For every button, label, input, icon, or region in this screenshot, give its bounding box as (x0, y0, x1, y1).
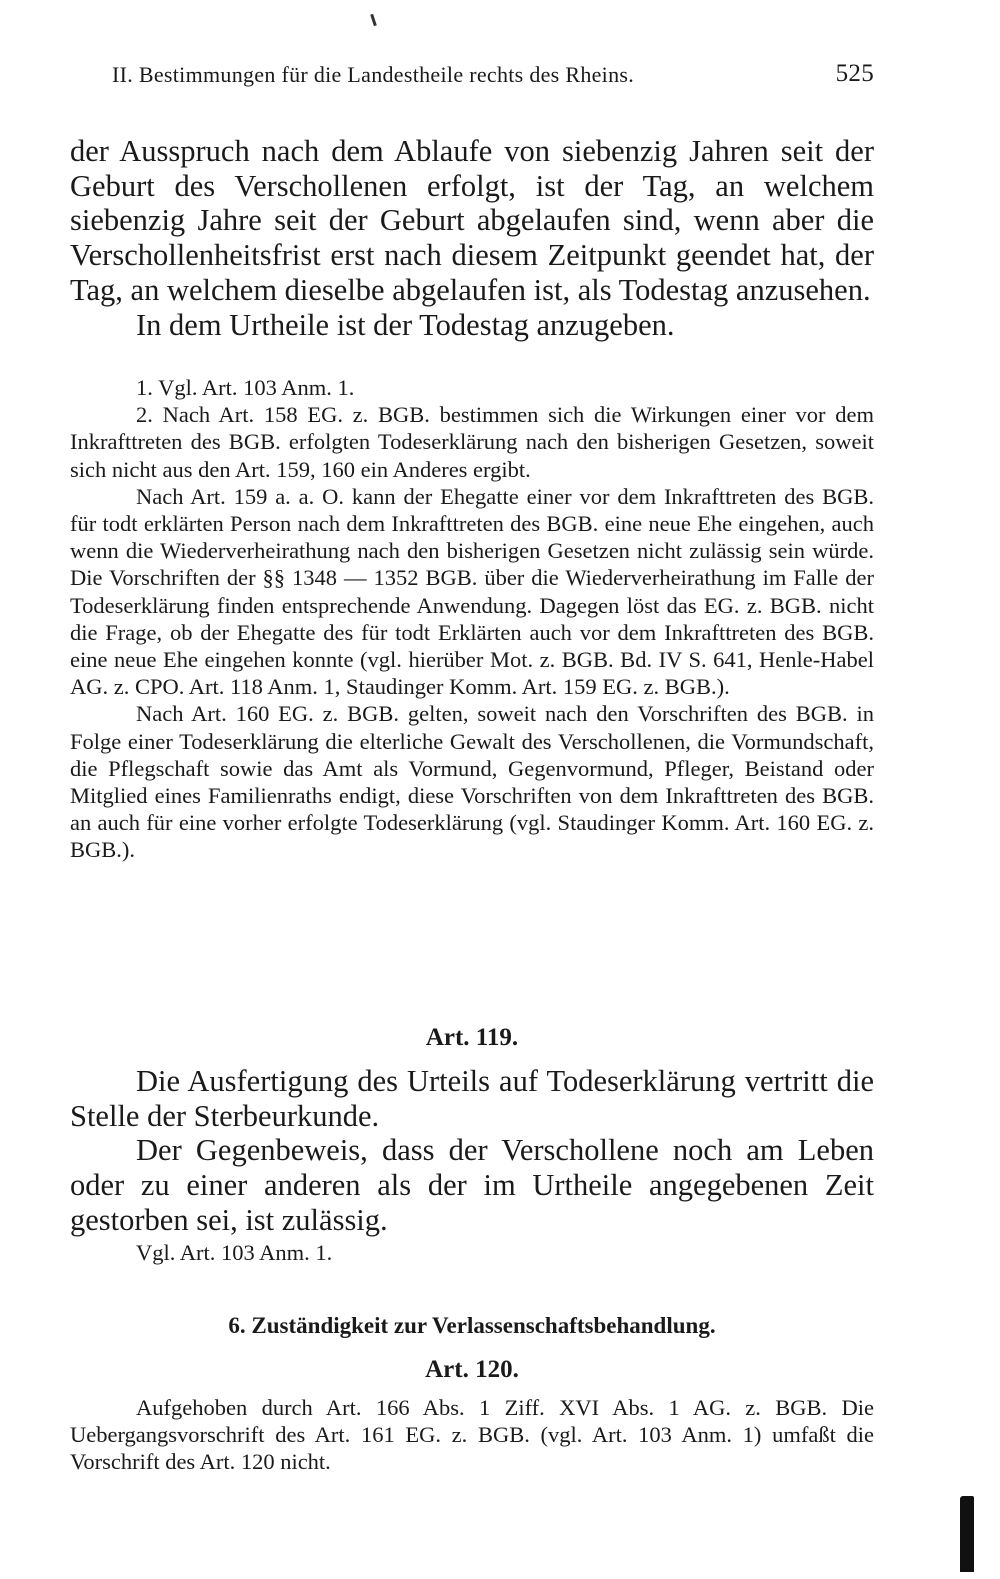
article-119-paragraph-2: Der Gegenbeweis, dass der Verschollene noch am Leben oder zu einer anderen als der im Urtheile angegebenen Zeit gestorben sei, ist zulässig. (70, 1133, 874, 1237)
main-text-block (70, 134, 874, 342)
article-120-paragraph: Aufgehoben durch Art. 166 Abs. 1 Ziff. XVI Abs. 1 AG. z. BGB. Die Uebergangsvorschrift des Art. 161 EG. z. BGB. (vgl. Art. 103 Anm. 1) umfaßt die Vorschrift des Art. 120 nicht. (70, 1395, 874, 1475)
article-119-heading: Art. 119. (425, 1024, 519, 1051)
article-120-text (70, 1394, 874, 1476)
scan-edge-mark (960, 1496, 974, 1572)
paragraph-todestag: In dem Urtheile ist der Todestag anzugeben. (136, 307, 675, 342)
notes-block (70, 374, 874, 864)
article-119-text (70, 1064, 874, 1238)
page-number: 525 (835, 60, 874, 87)
note-2: 2. Nach Art. 158 EG. z. BGB. bestimmen sich die Wirkungen einer vor dem Inkrafttreten des BGB. erfolgten Todeserklärung nach den bisherigen Gesetzen, soweit sich nicht aus den Art. 159, 160 ein Anderes ergibt. (70, 402, 874, 482)
article-120-heading: Art. 120. (425, 1356, 519, 1383)
article-119-note (70, 1239, 874, 1266)
note-2-art-160: Nach Art. 160 EG. z. BGB. gelten, soweit nach den Vorschriften des BGB. in Folge einer Todeserklärung die elterliche Gewalt des Verschollenen, die Vormundschaft, die Pflegschaft sowie das Amt als Vormund, Gegenvormund, Pfleger, Beistand oder Mitglied eines Familienraths endigt, diese Vorschriften von dem Inkrafttreten des BGB. an auch für eine vorher erfolgte Todeserklärung (vgl. Staudinger Komm. Art. 160 EG. z. BGB.). (70, 701, 874, 863)
section-6-heading: 6. Zuständigkeit zur Verlassenschaftsbehandlung. (228, 1313, 716, 1338)
article-119-paragraph-1: Die Ausfertigung des Urteils auf Todeserklärung vertritt die Stelle der Sterbeurkunde. (70, 1064, 874, 1133)
note-1: 1. Vgl. Art. 103 Anm. 1. (136, 375, 355, 400)
ink-mark (370, 14, 377, 26)
continuation-paragraph: der Ausspruch nach dem Ablaufe von siebenzig Jahren seit der Geburt des Verschollenen erfolgt, ist der Tag, an welchem siebenzig Jahre seit der Geburt abgelaufen sind, wenn aber die Verschollenheitsfrist erst nach diesem Zeitpunkt geendet hat, der Tag, an welchem dieselbe abgelaufen ist, als Todestag anzusehen. (70, 134, 874, 307)
running-title: II. Bestimmungen für die Landestheile rechts des Rheins. (112, 62, 635, 87)
running-header (112, 62, 874, 88)
note-2-art-159: Nach Art. 159 a. a. O. kann der Ehegatte einer vor dem Inkrafttreten des BGB. für todt erklärten Person nach dem Inkrafttreten des BGB. eine neue Ehe eingehen, auch wenn die Wiederverheirathung nach den bisherigen Gesetzen nicht zulässig sein würde. Die Vorschriften der §§ 1348 — 1352 BGB. über die Wiederverheirathung im Falle der Todeserklärung finden entsprechende Anwendung. Dagegen löst das EG. z. BGB. nicht die Frage, ob der Ehegatte des für todt Erklärten auch vor dem Inkrafttreten des BGB. eine neue Ehe eingehen konnte (vgl. hierüber Mot. z. BGB. Bd. IV S. 641, Henle-Habel AG. z. CPO. Art. 118 Anm. 1, Staudinger Komm. Art. 159 EG. z. BGB.). (70, 483, 874, 700)
article-119-note-text: Vgl. Art. 103 Anm. 1. (136, 1240, 333, 1265)
